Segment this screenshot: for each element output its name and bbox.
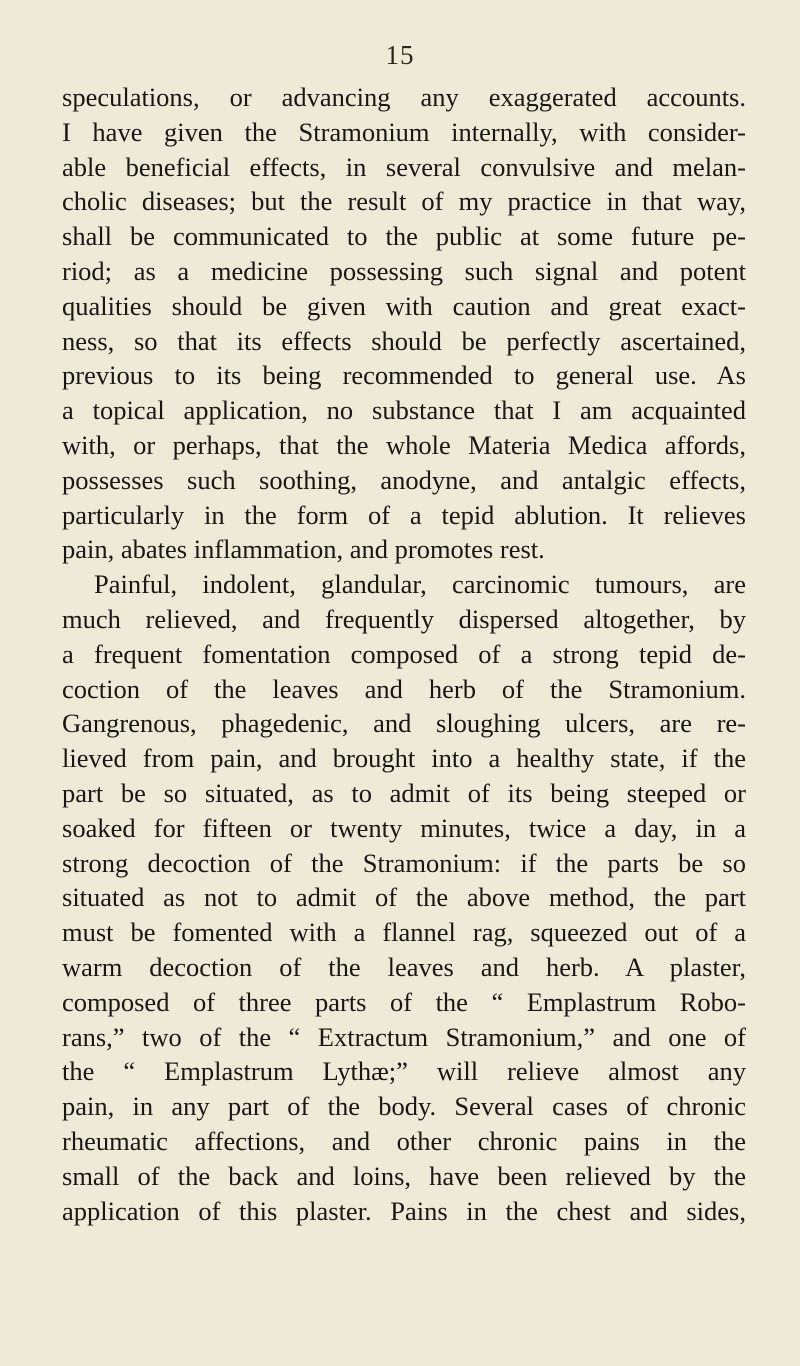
text-line: able beneficial effects, in several convulsive and melan-	[62, 151, 746, 182]
text-line: cholic diseases; but the result of my practice in that way,	[62, 186, 746, 217]
text-line: I have given the Stramonium internally, with consider-	[62, 116, 746, 147]
text-line: a topical application, no substance that I am acquainted	[62, 395, 746, 426]
text-line: composed of three parts of the “ Emplastrum Robo-	[62, 986, 746, 1017]
text-line: qualities should be given with caution and great exact-	[62, 290, 746, 321]
text-line: a frequent fomentation composed of a strong tepid de-	[62, 638, 746, 669]
text-line: shall be communicated to the public at some future pe-	[62, 221, 746, 252]
text-line: warm decoction of the leaves and herb. A plaster,	[62, 951, 746, 982]
text-line: part be so situated, as to admit of its being steeped or	[62, 777, 746, 808]
text-line: Painful, indolent, glandular, carcinomic tumours, are	[94, 569, 746, 600]
text-line: application of this plaster. Pains in the chest and sides,	[62, 1195, 746, 1226]
text-line: small of the back and loins, have been relieved by the	[62, 1160, 746, 1191]
text-line: coction of the leaves and herb of the Stramonium.	[62, 673, 746, 704]
text-line: riod; as a medicine possessing such signal and potent	[62, 255, 746, 286]
body-text	[62, 80, 746, 1228]
text-line: much relieved, and frequently dispersed altogether, by	[62, 603, 746, 634]
text-line: speculations, or advancing any exaggerated accounts.	[62, 82, 746, 112]
text-line: the “ Emplastrum Lythæ;” will relieve almost any	[62, 1056, 746, 1087]
text-line: pain, abates inflammation, and promotes rest.	[62, 534, 545, 565]
text-line: soaked for fifteen or twenty minutes, twice a day, in a	[62, 812, 746, 843]
text-line: situated as not to admit of the above method, the part	[62, 882, 746, 913]
text-line: strong decoction of the Stramonium: if the parts be so	[62, 847, 746, 878]
text-line: with, or perhaps, that the whole Materia Medica affords,	[62, 429, 746, 460]
text-line: pain, in any part of the body. Several cases of chronic	[62, 1091, 746, 1122]
text-line: Gangrenous, phagedenic, and sloughing ulcers, are re-	[62, 708, 746, 739]
page-number: 15	[385, 40, 415, 70]
text-line: lieved from pain, and brought into a healthy state, if the	[62, 743, 746, 774]
text-line: must be fomented with a flannel rag, squeezed out of a	[62, 917, 746, 948]
text-line: previous to its being recommended to general use. As	[62, 360, 746, 391]
text-line: possesses such soothing, anodyne, and antalgic effects,	[62, 464, 746, 495]
text-line: rheumatic affections, and other chronic pains in the	[62, 1125, 746, 1156]
text-line: ness, so that its effects should be perfectly ascertained,	[62, 325, 746, 356]
text-line: particularly in the form of a tepid ablution. It relieves	[62, 499, 746, 530]
text-line: rans,” two of the “ Extractum Stramonium,” and one of	[62, 1021, 746, 1052]
